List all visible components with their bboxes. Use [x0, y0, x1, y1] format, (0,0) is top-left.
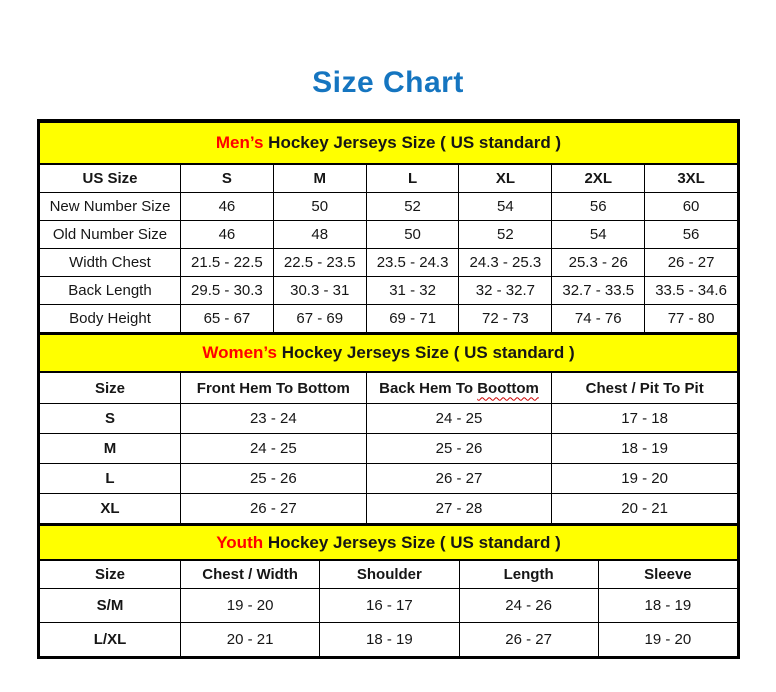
table-row	[40, 249, 738, 277]
col-header-text: Back Hem To	[379, 379, 474, 397]
value-cell: 52	[459, 221, 552, 249]
table-row	[40, 623, 738, 657]
value-cell: 31 - 32	[366, 277, 459, 305]
col-header: Size	[40, 560, 181, 589]
row-label: M	[40, 434, 181, 464]
value-cell: 25.3 - 26	[552, 249, 645, 277]
row-label: S/M	[40, 589, 181, 623]
youth-section-header	[40, 525, 738, 560]
col-header-misspelled	[366, 372, 552, 404]
value-cell: 54	[459, 193, 552, 221]
womens-size-table	[39, 333, 738, 524]
womens-section-header	[40, 334, 738, 372]
col-header: S	[181, 164, 274, 193]
mens-section-row	[40, 122, 738, 164]
col-header: Chest / Width	[181, 560, 320, 589]
value-cell: 19 - 20	[598, 623, 737, 657]
value-cell: 74 - 76	[552, 305, 645, 333]
row-label: New Number Size	[40, 193, 181, 221]
value-cell: 33.5 - 34.6	[645, 277, 738, 305]
value-cell: 18 - 19	[552, 434, 738, 464]
value-cell: 65 - 67	[181, 305, 274, 333]
col-header: Front Hem To Bottom	[181, 372, 367, 404]
value-cell: 19 - 20	[552, 464, 738, 494]
value-cell: 21.5 - 22.5	[181, 249, 274, 277]
value-cell: 20 - 21	[552, 494, 738, 524]
value-cell: 46	[181, 193, 274, 221]
table-row	[40, 404, 738, 434]
row-label: Back Length	[40, 277, 181, 305]
page-title: Size Chart	[312, 66, 464, 99]
womens-section-title: Hockey Jerseys Size ( US standard )	[281, 343, 575, 362]
value-cell: 54	[552, 221, 645, 249]
youth-section-row	[40, 525, 738, 560]
value-cell: 24 - 26	[459, 589, 598, 623]
table-row	[40, 494, 738, 524]
col-header: M	[273, 164, 366, 193]
value-cell: 26 - 27	[645, 249, 738, 277]
value-cell: 24 - 25	[366, 404, 552, 434]
value-cell: 18 - 19	[598, 589, 737, 623]
value-cell: 23.5 - 24.3	[366, 249, 459, 277]
mens-size-table	[39, 121, 738, 333]
value-cell: 32.7 - 33.5	[552, 277, 645, 305]
table-row	[40, 589, 738, 623]
value-cell: 50	[366, 221, 459, 249]
col-header: Shoulder	[320, 560, 459, 589]
row-label: Width Chest	[40, 249, 181, 277]
value-cell: 52	[366, 193, 459, 221]
table-row	[40, 464, 738, 494]
table-row	[40, 193, 738, 221]
row-label: Old Number Size	[40, 221, 181, 249]
col-header: US Size	[40, 164, 181, 193]
table-row	[40, 221, 738, 249]
row-label: Body Height	[40, 305, 181, 333]
value-cell: 72 - 73	[459, 305, 552, 333]
col-header: 2XL	[552, 164, 645, 193]
value-cell: 27 - 28	[366, 494, 552, 524]
value-cell: 30.3 - 31	[273, 277, 366, 305]
value-cell: 16 - 17	[320, 589, 459, 623]
col-header: XL	[459, 164, 552, 193]
value-cell: 67 - 69	[273, 305, 366, 333]
youth-column-header-row	[40, 560, 738, 589]
mens-section-title: Hockey Jerseys Size ( US standard )	[268, 133, 562, 152]
value-cell: 60	[645, 193, 738, 221]
womens-highlight: Women’s	[202, 343, 277, 362]
mens-section-header	[40, 122, 738, 164]
value-cell: 25 - 26	[366, 434, 552, 464]
col-header: Chest / Pit To Pit	[552, 372, 738, 404]
value-cell: 25 - 26	[181, 464, 367, 494]
value-cell: 50	[273, 193, 366, 221]
youth-section-title: Hockey Jerseys Size ( US standard )	[267, 532, 561, 552]
value-cell: 19 - 20	[181, 589, 320, 623]
col-header: Length	[459, 560, 598, 589]
spellcheck-underlined-word: Boottom	[477, 379, 539, 397]
row-label: L/XL	[40, 623, 181, 657]
value-cell: 20 - 21	[181, 623, 320, 657]
value-cell: 18 - 19	[320, 623, 459, 657]
mens-column-header-row	[40, 164, 738, 193]
col-header: Size	[40, 372, 181, 404]
value-cell: 56	[645, 221, 738, 249]
value-cell: 22.5 - 23.5	[273, 249, 366, 277]
mens-highlight: Men’s	[215, 133, 264, 152]
row-label: S	[40, 404, 181, 434]
value-cell: 69 - 71	[366, 305, 459, 333]
value-cell: 46	[181, 221, 274, 249]
value-cell: 26 - 27	[459, 623, 598, 657]
value-cell: 24 - 25	[181, 434, 367, 464]
value-cell: 23 - 24	[181, 404, 367, 434]
size-chart-tables	[37, 119, 740, 659]
value-cell: 17 - 18	[552, 404, 738, 434]
table-row	[40, 277, 738, 305]
col-header: 3XL	[645, 164, 738, 193]
row-label: L	[40, 464, 181, 494]
value-cell: 29.5 - 30.3	[181, 277, 274, 305]
col-header: L	[366, 164, 459, 193]
womens-section-row	[40, 334, 738, 372]
value-cell: 26 - 27	[181, 494, 367, 524]
table-row	[40, 305, 738, 333]
row-label: XL	[40, 494, 181, 524]
value-cell: 24.3 - 25.3	[459, 249, 552, 277]
value-cell: 48	[273, 221, 366, 249]
table-row	[40, 434, 738, 464]
value-cell: 32 - 32.7	[459, 277, 552, 305]
col-header: Sleeve	[598, 560, 737, 589]
value-cell: 56	[552, 193, 645, 221]
value-cell: 26 - 27	[366, 464, 552, 494]
youth-size-table	[39, 524, 738, 657]
womens-column-header-row	[40, 372, 738, 404]
youth-highlight: Youth	[216, 532, 264, 552]
value-cell: 77 - 80	[645, 305, 738, 333]
